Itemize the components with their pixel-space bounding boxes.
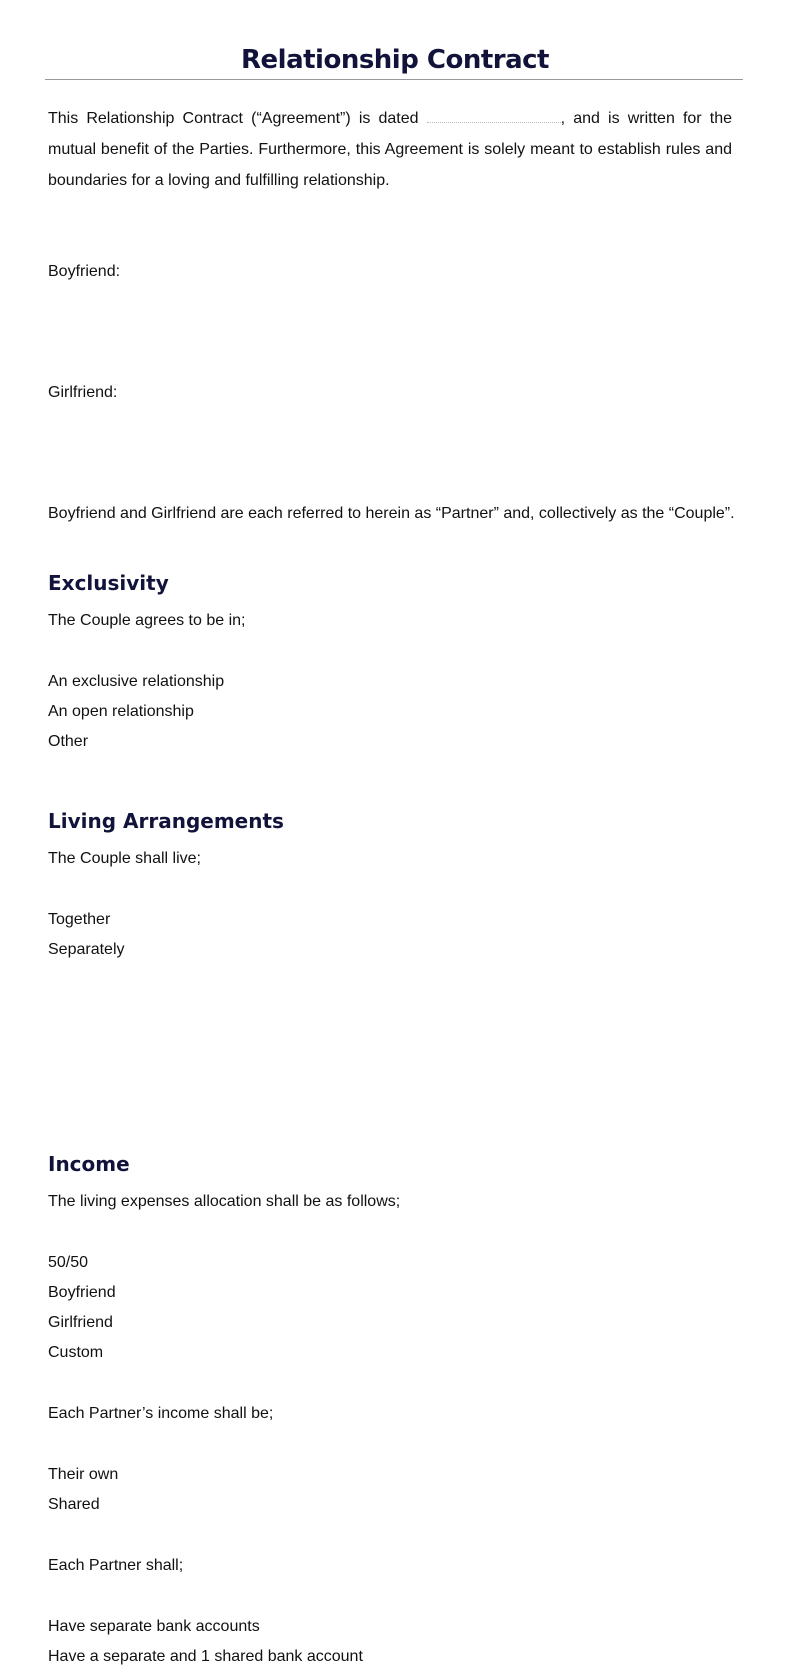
living-prompt: The Couple shall live;	[48, 850, 201, 867]
income-option[interactable]: Shared	[48, 1496, 100, 1513]
expenses-prompt: The living expenses allocation shall be as follows;	[48, 1193, 401, 1210]
intro-paragraph	[48, 103, 732, 196]
expenses-option[interactable]: Girlfriend	[48, 1314, 113, 1331]
living-heading: Living Arrangements	[48, 809, 284, 833]
living-option[interactable]: Separately	[48, 941, 125, 958]
income-heading: Income	[48, 1152, 130, 1176]
expenses-option[interactable]: Boyfriend	[48, 1284, 116, 1301]
exclusivity-option[interactable]: An exclusive relationship	[48, 673, 225, 690]
exclusivity-option[interactable]: An open relationship	[48, 703, 194, 720]
boyfriend-label: Boyfriend:	[48, 263, 121, 280]
accounts-prompt: Each Partner shall;	[48, 1557, 184, 1574]
girlfriend-label: Girlfriend:	[48, 384, 118, 401]
date-field[interactable]	[427, 108, 561, 123]
expenses-option[interactable]: Custom	[48, 1344, 104, 1361]
intro-text-start: This Relationship Contract (“Agreement”) is dated	[48, 110, 427, 127]
exclusivity-heading: Exclusivity	[48, 571, 169, 595]
expenses-option[interactable]: 50/50	[48, 1254, 89, 1271]
exclusivity-option[interactable]: Other	[48, 733, 89, 750]
living-option[interactable]: Together	[48, 911, 111, 928]
accounts-option[interactable]: Have separate bank accounts	[48, 1618, 260, 1635]
parties-definition: Boyfriend and Girlfriend are each referred to herein as “Partner” and, collectively as the “Couple”.	[48, 505, 735, 522]
income-option[interactable]: Their own	[48, 1466, 119, 1483]
income-prompt: Each Partner’s income shall be;	[48, 1405, 274, 1422]
exclusivity-prompt: The Couple agrees to be in;	[48, 612, 246, 629]
accounts-option[interactable]: Have a separate and 1 shared bank account	[48, 1648, 363, 1665]
title-divider	[45, 79, 743, 80]
page-title: Relationship Contract	[241, 45, 549, 75]
intro-text-end: , and is written for the mutual benefit of the Parties. Furthermore, this Agreement is solely meant to establish rules and boundaries for a loving and fulfilling relationship.	[48, 110, 732, 189]
